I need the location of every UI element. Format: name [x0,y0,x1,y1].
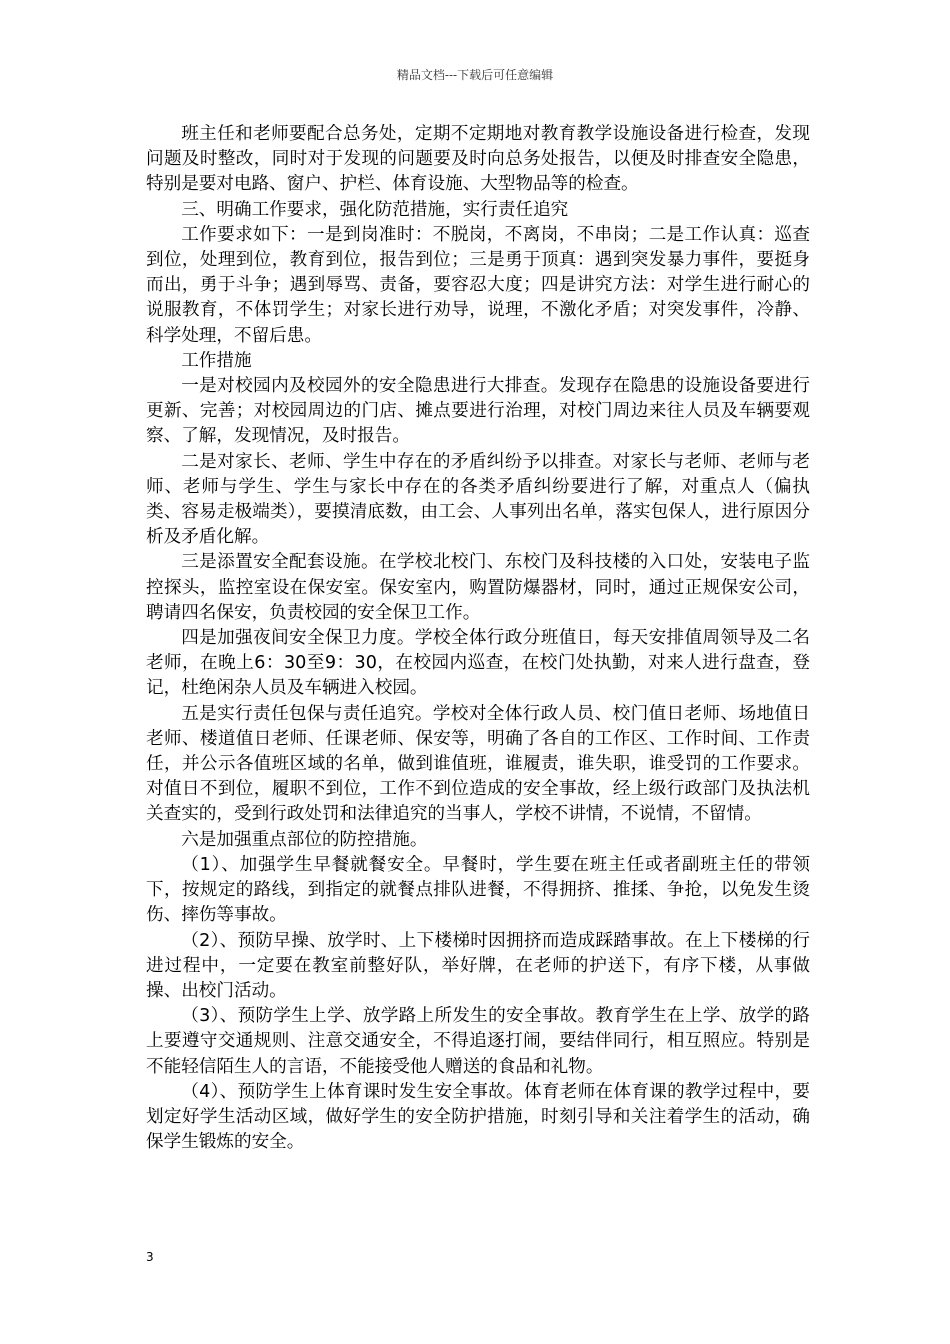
paragraph: 五是实行责任包保与责任追究。学校对全体行政人员、校门值日老师、场地值日老师、楼道值日老师、任课老师、保安等，明确了各自的工作区、工作时间、工作责任，并公示各值班区域的名单，做到谁值班，谁履责，谁失职，谁受罚的工作要求。对值日不到位，履职不到位，工作不到位造成的安全事故，经上级行政部门及执法机关查实的，受到行政处罚和法律追究的当事人，学校不讲情，不说情，不留情。 [146,703,810,825]
paragraph: （4）、预防学生上体育课时发生安全事故。体育老师在体育课的教学过程中，要划定好学生活动区域，做好学生的安全防护措施，时刻引导和关注着学生的活动，确保学生锻炼的安全。 [146,1081,810,1153]
paragraph: 二是对家长、老师、学生中存在的矛盾纠纷予以排查。对家长与老师、老师与老师、老师与学生、学生与家长中存在的各类矛盾纠纷要进行了解，对重点人（偏执类、容易走极端类），要摸清底数，由工会、人事列出名单，落实包保人，进行原因分析及矛盾化解。 [146,451,810,548]
paragraph: （2）、预防早操、放学时、上下楼梯时因拥挤而造成踩踏事故。在上下楼梯的行进过程中，一定要在教室前整好队，举好牌，在老师的护送下，有序下楼，从事做操、出校门活动。 [146,930,810,1001]
paragraph: 一是对校园内及校园外的安全隐患进行大排查。发现存在隐患的设施设备要进行更新、完善；对校园周边的门店、摊点要进行治理，对校门周边来往人员及车辆要观察、了解，发现情况，及时报告。 [146,376,810,447]
paragraph: 三是添置安全配套设施。在学校北校门、东校门及科技楼的入口处，安装电子监控探头，监控室设在保安室。保安室内，购置防爆器材，同时，通过正规保安公司，聘请四名保安，负责校园的安全保卫工作。 [146,552,810,623]
document-body [146,122,810,1155]
paragraph: （3）、预防学生上学、放学路上所发生的安全事故。教育学生在上学、放学的路上要遵守交通规则、注意交通安全，不得追逐打闹，要结伴同行，相互照应。特别是不能轻信陌生人的言语，不能接受他人赠送的食品和礼物。 [146,1006,810,1077]
page-number: 3 [146,1250,154,1264]
paragraph: （1）、加强学生早餐就餐安全。早餐时，学生要在班主任或者副班主任的带领下，按规定的路线，到指定的就餐点排队进餐，不得拥挤、推揉、争抢，以免发生烫伤、摔伤等事故。 [146,854,810,926]
paragraph: 班主任和老师要配合总务处，定期不定期地对教育教学设施设备进行检查，发现问题及时整改，同时对于发现的问题要及时向总务处报告，以便及时排查安全隐患，特别是要对电路、窗户、护栏、体育设施、大型物品等的检查。 [146,124,810,195]
paragraph: 工作要求如下：一是到岗准时：不脱岗，不离岗，不串岗；二是工作认真：巡查到位，处理到位，教育到位，报告到位；三是勇于顶真：遇到突发暴力事件，要挺身而出，勇于斗争；遇到辱骂、责备，要容忍大度；四是讲究方法：对学生进行耐心的说服教育，不体罚学生；对家长进行劝导，说理，不激化矛盾；对突发事件，冷静、科学处理，不留后患。 [146,224,810,346]
section-heading: 三、明确工作要求，强化防范措施，实行责任追究 [181,199,569,220]
paragraph: 四是加强夜间安全保卫力度。学校全体行政分班值日，每天安排值周领导及二名老师，在晚上6：30至9：30，在校园内巡查，在校门处执勤，对来人进行盘查，登记，杜绝闲杂人员及车辆进入校园。 [146,628,810,699]
paragraph: 六是加强重点部位的防控措施。 [181,829,428,850]
page-header: 精品文档---下载后可任意编辑 [396,68,554,82]
subsection-heading: 工作措施 [181,350,252,371]
